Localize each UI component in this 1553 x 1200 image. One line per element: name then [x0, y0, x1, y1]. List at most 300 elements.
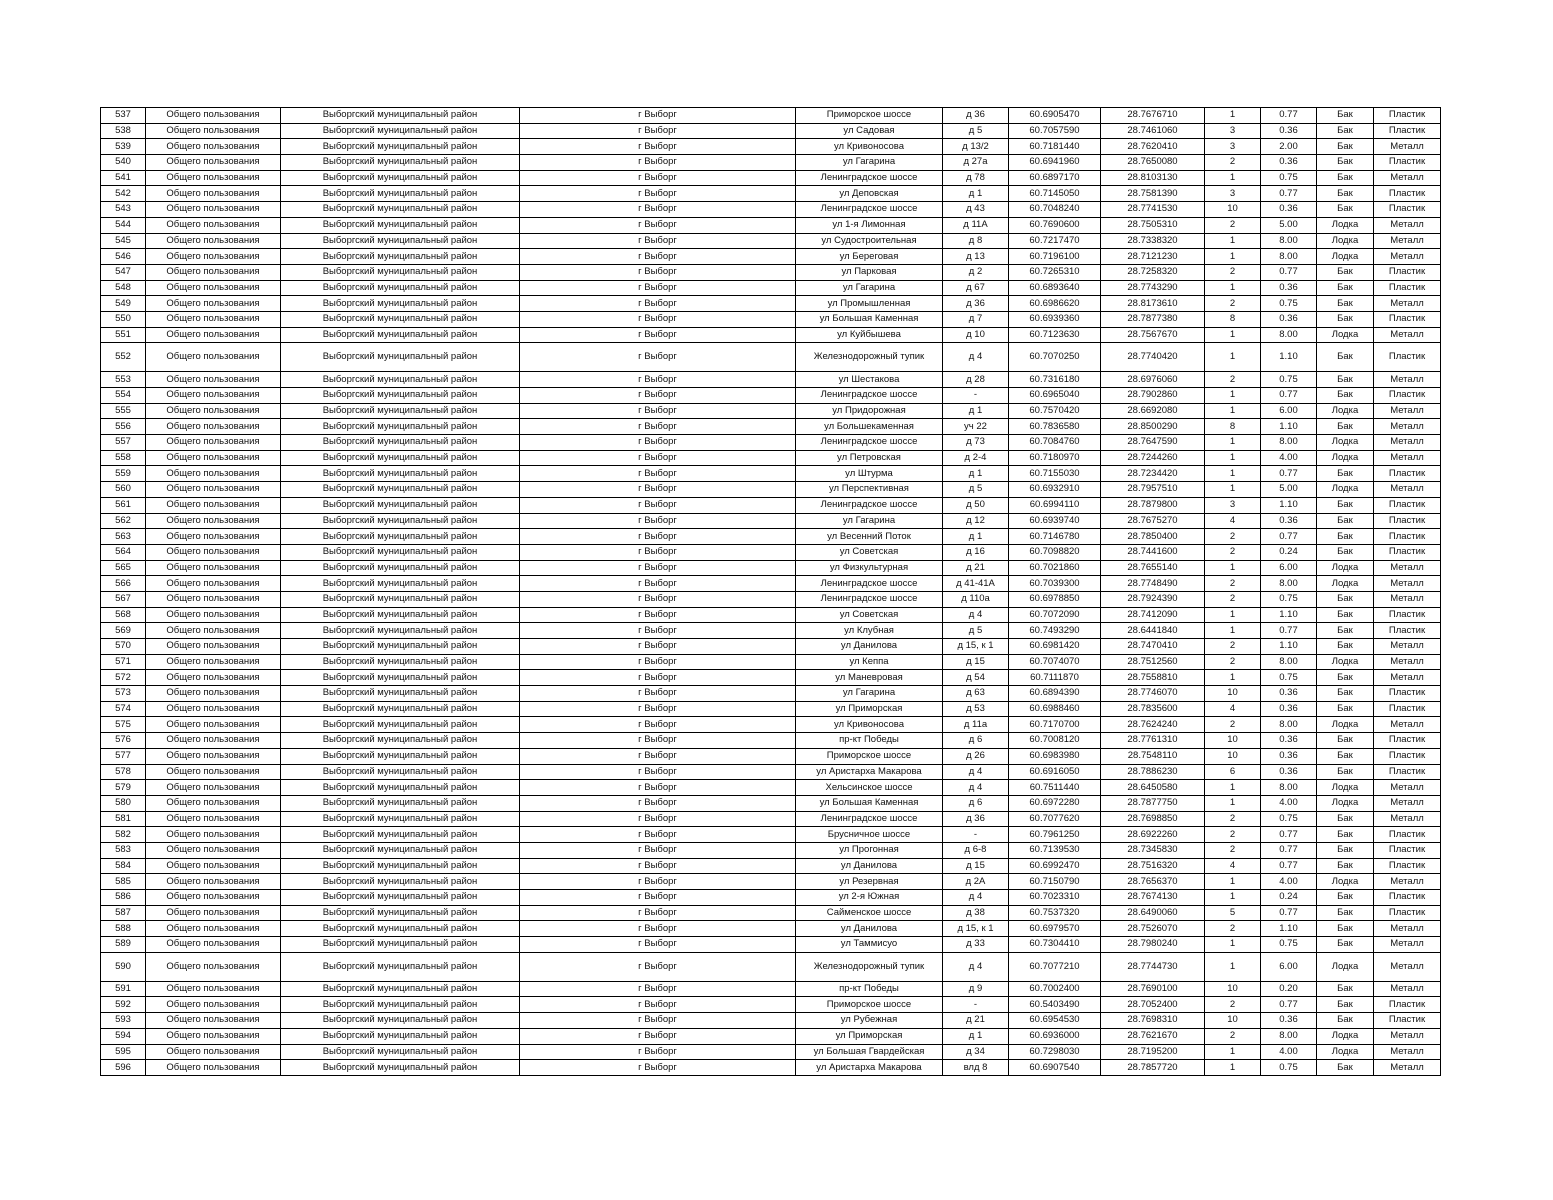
- cell-district: Выборгский муниципальный район: [281, 764, 520, 780]
- cell-longitude: 28.7244260: [1101, 450, 1205, 466]
- table-row: [101, 874, 1441, 890]
- cell-row-number: 537: [101, 108, 146, 124]
- cell-district: Выборгский муниципальный район: [281, 450, 520, 466]
- cell-count: 1: [1205, 1060, 1261, 1076]
- cell-district: Выборгский муниципальный район: [281, 419, 520, 435]
- table-row: [101, 343, 1441, 372]
- cell-house: д 4: [943, 890, 1009, 906]
- cell-latitude: 60.7145050: [1009, 186, 1101, 202]
- cell-count: 6: [1205, 764, 1261, 780]
- table-row: [101, 419, 1441, 435]
- table-row: [101, 717, 1441, 733]
- cell-longitude: 28.7558810: [1101, 670, 1205, 686]
- cell-row-number: 575: [101, 717, 146, 733]
- cell-latitude: 60.6965040: [1009, 388, 1101, 404]
- cell-house: д 4: [943, 952, 1009, 981]
- cell-latitude: 60.7690600: [1009, 217, 1101, 233]
- cell-longitude: 28.7121230: [1101, 249, 1205, 265]
- table-row: [101, 249, 1441, 265]
- cell-house: уч 22: [943, 419, 1009, 435]
- cell-latitude: 60.6978850: [1009, 591, 1101, 607]
- cell-container-type: Бак: [1317, 123, 1374, 139]
- cell-district: Выборгский муниципальный район: [281, 591, 520, 607]
- cell-usage-type: Общего пользования: [146, 576, 281, 592]
- cell-city: г Выборг: [520, 890, 796, 906]
- cell-container-type: Бак: [1317, 764, 1374, 780]
- cell-district: Выборгский муниципальный район: [281, 1028, 520, 1044]
- cell-container-type: Бак: [1317, 1060, 1374, 1076]
- cell-city: г Выборг: [520, 827, 796, 843]
- table-row: [101, 327, 1441, 343]
- cell-usage-type: Общего пользования: [146, 372, 281, 388]
- cell-district: Выборгский муниципальный район: [281, 217, 520, 233]
- cell-count: 8: [1205, 311, 1261, 327]
- cell-container-type: Лодка: [1317, 233, 1374, 249]
- cell-row-number: 596: [101, 1060, 146, 1076]
- cell-material: Пластик: [1374, 186, 1441, 202]
- table-row: [101, 497, 1441, 513]
- cell-district: Выборгский муниципальный район: [281, 372, 520, 388]
- cell-street: ул Судостроительная: [796, 233, 943, 249]
- table-row: [101, 1013, 1441, 1029]
- cell-material: Металл: [1374, 717, 1441, 733]
- cell-city: г Выборг: [520, 482, 796, 498]
- cell-material: Металл: [1374, 591, 1441, 607]
- table-row: [101, 529, 1441, 545]
- cell-volume: 0.36: [1261, 311, 1317, 327]
- cell-count: 1: [1205, 170, 1261, 186]
- cell-material: Металл: [1374, 1028, 1441, 1044]
- cell-material: Пластик: [1374, 264, 1441, 280]
- cell-usage-type: Общего пользования: [146, 296, 281, 312]
- cell-count: 4: [1205, 701, 1261, 717]
- cell-district: Выборгский муниципальный район: [281, 576, 520, 592]
- cell-street: ул Рубежная: [796, 1013, 943, 1029]
- cell-district: Выборгский муниципальный район: [281, 388, 520, 404]
- table-row: [101, 827, 1441, 843]
- cell-container-type: Лодка: [1317, 450, 1374, 466]
- cell-longitude: 28.7470410: [1101, 639, 1205, 655]
- cell-count: 1: [1205, 1044, 1261, 1060]
- cell-row-number: 574: [101, 701, 146, 717]
- cell-material: Металл: [1374, 419, 1441, 435]
- cell-count: 2: [1205, 827, 1261, 843]
- cell-material: Пластик: [1374, 858, 1441, 874]
- cell-count: 10: [1205, 686, 1261, 702]
- table-row: [101, 186, 1441, 202]
- cell-usage-type: Общего пользования: [146, 795, 281, 811]
- cell-longitude: 28.8173610: [1101, 296, 1205, 312]
- cell-street: ул Большая Гвардейская: [796, 1044, 943, 1060]
- cell-street: ул Данилова: [796, 639, 943, 655]
- cell-usage-type: Общего пользования: [146, 560, 281, 576]
- cell-street: ул Прогонная: [796, 842, 943, 858]
- cell-city: г Выборг: [520, 654, 796, 670]
- cell-district: Выборгский муниципальный район: [281, 607, 520, 623]
- cell-latitude: 60.7155030: [1009, 466, 1101, 482]
- cell-longitude: 28.7548110: [1101, 748, 1205, 764]
- cell-street: ул Гагарина: [796, 155, 943, 171]
- cell-material: Металл: [1374, 217, 1441, 233]
- cell-latitude: 60.6992470: [1009, 858, 1101, 874]
- cell-count: 1: [1205, 607, 1261, 623]
- cell-container-type: Лодка: [1317, 1044, 1374, 1060]
- table-row: [101, 435, 1441, 451]
- cell-longitude: 28.7746070: [1101, 686, 1205, 702]
- cell-longitude: 28.7345830: [1101, 842, 1205, 858]
- cell-material: Металл: [1374, 921, 1441, 937]
- cell-material: Металл: [1374, 403, 1441, 419]
- cell-district: Выборгский муниципальный район: [281, 981, 520, 997]
- table-row: [101, 202, 1441, 218]
- cell-volume: 0.36: [1261, 1013, 1317, 1029]
- table-row: [101, 780, 1441, 796]
- cell-city: г Выборг: [520, 780, 796, 796]
- cell-material: Пластик: [1374, 905, 1441, 921]
- cell-material: Металл: [1374, 435, 1441, 451]
- cell-usage-type: Общего пользования: [146, 748, 281, 764]
- cell-house: -: [943, 388, 1009, 404]
- cell-row-number: 573: [101, 686, 146, 702]
- cell-latitude: 60.6994110: [1009, 497, 1101, 513]
- cell-longitude: 28.6692080: [1101, 403, 1205, 419]
- cell-volume: 0.75: [1261, 591, 1317, 607]
- cell-house: д 50: [943, 497, 1009, 513]
- cell-count: 1: [1205, 280, 1261, 296]
- cell-street: пр-кт Победы: [796, 733, 943, 749]
- cell-count: 10: [1205, 1013, 1261, 1029]
- cell-container-type: Лодка: [1317, 576, 1374, 592]
- cell-container-type: Бак: [1317, 639, 1374, 655]
- cell-street: ул Приморская: [796, 701, 943, 717]
- cell-district: Выборгский муниципальный район: [281, 795, 520, 811]
- cell-latitude: 60.7836580: [1009, 419, 1101, 435]
- cell-house: д 4: [943, 764, 1009, 780]
- cell-container-type: Лодка: [1317, 795, 1374, 811]
- cell-longitude: 28.7581390: [1101, 186, 1205, 202]
- table-row: [101, 937, 1441, 953]
- cell-latitude: 60.7070250: [1009, 343, 1101, 372]
- cell-district: Выборгский муниципальный район: [281, 435, 520, 451]
- cell-house: д 6: [943, 795, 1009, 811]
- cell-latitude: 60.6941960: [1009, 155, 1101, 171]
- cell-container-type: Бак: [1317, 202, 1374, 218]
- cell-latitude: 60.7146780: [1009, 529, 1101, 545]
- cell-container-type: Лодка: [1317, 874, 1374, 890]
- cell-house: д 15, к 1: [943, 921, 1009, 937]
- cell-longitude: 28.7441600: [1101, 544, 1205, 560]
- table-row: [101, 108, 1441, 124]
- cell-latitude: 60.6972280: [1009, 795, 1101, 811]
- cell-container-type: Бак: [1317, 733, 1374, 749]
- cell-longitude: 28.7512560: [1101, 654, 1205, 670]
- cell-district: Выборгский муниципальный район: [281, 811, 520, 827]
- cell-count: 2: [1205, 529, 1261, 545]
- cell-row-number: 548: [101, 280, 146, 296]
- cell-longitude: 28.7656370: [1101, 874, 1205, 890]
- cell-material: Металл: [1374, 1060, 1441, 1076]
- cell-district: Выборгский муниципальный район: [281, 937, 520, 953]
- cell-city: г Выборг: [520, 372, 796, 388]
- cell-volume: 1.10: [1261, 419, 1317, 435]
- cell-house: д 15, к 1: [943, 639, 1009, 655]
- cell-count: 1: [1205, 795, 1261, 811]
- cell-city: г Выборг: [520, 670, 796, 686]
- cell-house: д 26: [943, 748, 1009, 764]
- cell-street: ул Шестакова: [796, 372, 943, 388]
- cell-district: Выборгский муниципальный район: [281, 108, 520, 124]
- cell-row-number: 556: [101, 419, 146, 435]
- cell-material: Металл: [1374, 981, 1441, 997]
- cell-material: Пластик: [1374, 544, 1441, 560]
- cell-city: г Выборг: [520, 981, 796, 997]
- cell-house: д 9: [943, 981, 1009, 997]
- cell-count: 2: [1205, 1028, 1261, 1044]
- cell-house: д 5: [943, 123, 1009, 139]
- cell-material: Металл: [1374, 795, 1441, 811]
- cell-longitude: 28.6490060: [1101, 905, 1205, 921]
- cell-district: Выборгский муниципальный район: [281, 560, 520, 576]
- cell-house: д 16: [943, 544, 1009, 560]
- cell-container-type: Лодка: [1317, 482, 1374, 498]
- cell-row-number: 592: [101, 997, 146, 1013]
- cell-street: Железнодорожный тупик: [796, 952, 943, 981]
- cell-latitude: 60.7002400: [1009, 981, 1101, 997]
- cell-volume: 0.36: [1261, 686, 1317, 702]
- cell-city: г Выборг: [520, 233, 796, 249]
- cell-longitude: 28.7647590: [1101, 435, 1205, 451]
- cell-longitude: 28.7886230: [1101, 764, 1205, 780]
- cell-street: ул Таммисуо: [796, 937, 943, 953]
- cell-house: -: [943, 997, 1009, 1013]
- cell-material: Металл: [1374, 670, 1441, 686]
- cell-street: ул Данилова: [796, 858, 943, 874]
- cell-latitude: 60.7511440: [1009, 780, 1101, 796]
- table-row: [101, 639, 1441, 655]
- cell-container-type: Бак: [1317, 544, 1374, 560]
- cell-volume: 0.20: [1261, 981, 1317, 997]
- cell-city: г Выборг: [520, 249, 796, 265]
- cell-material: Пластик: [1374, 529, 1441, 545]
- cell-house: д 15: [943, 654, 1009, 670]
- table-row: [101, 764, 1441, 780]
- cell-street: Ленинградское шоссе: [796, 435, 943, 451]
- cell-longitude: 28.7743290: [1101, 280, 1205, 296]
- cell-usage-type: Общего пользования: [146, 450, 281, 466]
- cell-row-number: 571: [101, 654, 146, 670]
- cell-city: г Выборг: [520, 576, 796, 592]
- table-row: [101, 670, 1441, 686]
- cell-usage-type: Общего пользования: [146, 858, 281, 874]
- cell-count: 1: [1205, 327, 1261, 343]
- cell-longitude: 28.6922260: [1101, 827, 1205, 843]
- cell-usage-type: Общего пользования: [146, 701, 281, 717]
- cell-usage-type: Общего пользования: [146, 513, 281, 529]
- cell-city: г Выборг: [520, 686, 796, 702]
- cell-district: Выборгский муниципальный район: [281, 139, 520, 155]
- table-row: [101, 623, 1441, 639]
- table-row: [101, 450, 1441, 466]
- cell-longitude: 28.7850400: [1101, 529, 1205, 545]
- cell-count: 4: [1205, 513, 1261, 529]
- cell-material: Металл: [1374, 811, 1441, 827]
- table-row: [101, 139, 1441, 155]
- cell-row-number: 581: [101, 811, 146, 827]
- cell-container-type: Лодка: [1317, 780, 1374, 796]
- cell-volume: 0.77: [1261, 858, 1317, 874]
- cell-volume: 8.00: [1261, 780, 1317, 796]
- cell-usage-type: Общего пользования: [146, 842, 281, 858]
- cell-district: Выборгский муниципальный район: [281, 905, 520, 921]
- cell-house: д 11А: [943, 217, 1009, 233]
- cell-row-number: 591: [101, 981, 146, 997]
- cell-count: 1: [1205, 233, 1261, 249]
- cell-usage-type: Общего пользования: [146, 811, 281, 827]
- cell-house: д 13: [943, 249, 1009, 265]
- cell-container-type: Бак: [1317, 811, 1374, 827]
- cell-row-number: 542: [101, 186, 146, 202]
- cell-latitude: 60.6897170: [1009, 170, 1101, 186]
- cell-volume: 2.00: [1261, 139, 1317, 155]
- cell-city: г Выборг: [520, 764, 796, 780]
- cell-longitude: 28.7195200: [1101, 1044, 1205, 1060]
- cell-row-number: 580: [101, 795, 146, 811]
- cell-longitude: 28.7567670: [1101, 327, 1205, 343]
- cell-volume: 0.77: [1261, 623, 1317, 639]
- cell-volume: 0.75: [1261, 1060, 1317, 1076]
- cell-district: Выборгский муниципальный район: [281, 170, 520, 186]
- cell-count: 1: [1205, 874, 1261, 890]
- cell-usage-type: Общего пользования: [146, 686, 281, 702]
- cell-house: д 36: [943, 296, 1009, 312]
- cell-row-number: 550: [101, 311, 146, 327]
- cell-street: ул Садовая: [796, 123, 943, 139]
- cell-container-type: Бак: [1317, 623, 1374, 639]
- cell-street: ул Береговая: [796, 249, 943, 265]
- cell-row-number: 593: [101, 1013, 146, 1029]
- cell-street: ул Физкультурная: [796, 560, 943, 576]
- cell-street: ул Резервная: [796, 874, 943, 890]
- cell-latitude: 60.7123630: [1009, 327, 1101, 343]
- cell-volume: 0.77: [1261, 842, 1317, 858]
- cell-volume: 0.36: [1261, 701, 1317, 717]
- cell-city: г Выборг: [520, 280, 796, 296]
- cell-district: Выборгский муниципальный район: [281, 544, 520, 560]
- cell-house: д 12: [943, 513, 1009, 529]
- cell-house: д 34: [943, 1044, 1009, 1060]
- cell-city: г Выборг: [520, 343, 796, 372]
- cell-material: Металл: [1374, 482, 1441, 498]
- cell-volume: 4.00: [1261, 1044, 1317, 1060]
- cell-volume: 0.77: [1261, 905, 1317, 921]
- table-row: [101, 842, 1441, 858]
- cell-container-type: Бак: [1317, 155, 1374, 171]
- cell-material: Пластик: [1374, 607, 1441, 623]
- cell-container-type: Бак: [1317, 296, 1374, 312]
- cell-usage-type: Общего пользования: [146, 108, 281, 124]
- cell-usage-type: Общего пользования: [146, 217, 281, 233]
- cell-longitude: 28.7924390: [1101, 591, 1205, 607]
- table-row: [101, 264, 1441, 280]
- cell-latitude: 60.7098820: [1009, 544, 1101, 560]
- cell-city: г Выборг: [520, 170, 796, 186]
- cell-container-type: Бак: [1317, 186, 1374, 202]
- cell-longitude: 28.6976060: [1101, 372, 1205, 388]
- table-row: [101, 1060, 1441, 1076]
- cell-latitude: 60.7170700: [1009, 717, 1101, 733]
- cell-latitude: 60.7039300: [1009, 576, 1101, 592]
- cell-street: Ленинградское шоссе: [796, 170, 943, 186]
- cell-usage-type: Общего пользования: [146, 1013, 281, 1029]
- cell-row-number: 568: [101, 607, 146, 623]
- cell-street: Хельсинское шоссе: [796, 780, 943, 796]
- cell-city: г Выборг: [520, 435, 796, 451]
- cell-count: 8: [1205, 419, 1261, 435]
- table-row: [101, 388, 1441, 404]
- cell-volume: 0.77: [1261, 997, 1317, 1013]
- cell-district: Выборгский муниципальный район: [281, 155, 520, 171]
- table-row: [101, 170, 1441, 186]
- cell-longitude: 28.7674130: [1101, 890, 1205, 906]
- cell-longitude: 28.7879800: [1101, 497, 1205, 513]
- table-row: [101, 544, 1441, 560]
- cell-longitude: 28.7338320: [1101, 233, 1205, 249]
- cell-container-type: Лодка: [1317, 717, 1374, 733]
- cell-usage-type: Общего пользования: [146, 435, 281, 451]
- cell-container-type: Бак: [1317, 591, 1374, 607]
- cell-material: Металл: [1374, 170, 1441, 186]
- cell-district: Выборгский муниципальный район: [281, 202, 520, 218]
- cell-street: ул Гагарина: [796, 686, 943, 702]
- cell-volume: 0.75: [1261, 372, 1317, 388]
- cell-house: д 67: [943, 280, 1009, 296]
- cell-material: Пластик: [1374, 280, 1441, 296]
- cell-volume: 5.00: [1261, 482, 1317, 498]
- cell-city: г Выборг: [520, 403, 796, 419]
- cell-material: Пластик: [1374, 748, 1441, 764]
- cell-latitude: 60.7074070: [1009, 654, 1101, 670]
- cell-latitude: 60.7217470: [1009, 233, 1101, 249]
- cell-row-number: 567: [101, 591, 146, 607]
- cell-house: д 21: [943, 1013, 1009, 1029]
- cell-street: ул Деповская: [796, 186, 943, 202]
- cell-longitude: 28.7698850: [1101, 811, 1205, 827]
- cell-volume: 8.00: [1261, 249, 1317, 265]
- cell-material: Металл: [1374, 296, 1441, 312]
- cell-count: 4: [1205, 858, 1261, 874]
- cell-usage-type: Общего пользования: [146, 1044, 281, 1060]
- cell-material: Пластик: [1374, 202, 1441, 218]
- cell-container-type: Бак: [1317, 388, 1374, 404]
- cell-container-type: Бак: [1317, 981, 1374, 997]
- cell-row-number: 549: [101, 296, 146, 312]
- table-row: [101, 466, 1441, 482]
- cell-volume: 4.00: [1261, 874, 1317, 890]
- cell-city: г Выборг: [520, 419, 796, 435]
- cell-city: г Выборг: [520, 1013, 796, 1029]
- cell-longitude: 28.7675270: [1101, 513, 1205, 529]
- cell-row-number: 578: [101, 764, 146, 780]
- cell-latitude: 60.7304410: [1009, 937, 1101, 953]
- cell-row-number: 559: [101, 466, 146, 482]
- table-row: [101, 233, 1441, 249]
- table-row: [101, 733, 1441, 749]
- cell-row-number: 551: [101, 327, 146, 343]
- cell-latitude: 60.6979570: [1009, 921, 1101, 937]
- cell-count: 1: [1205, 466, 1261, 482]
- cell-row-number: 583: [101, 842, 146, 858]
- cell-volume: 0.75: [1261, 170, 1317, 186]
